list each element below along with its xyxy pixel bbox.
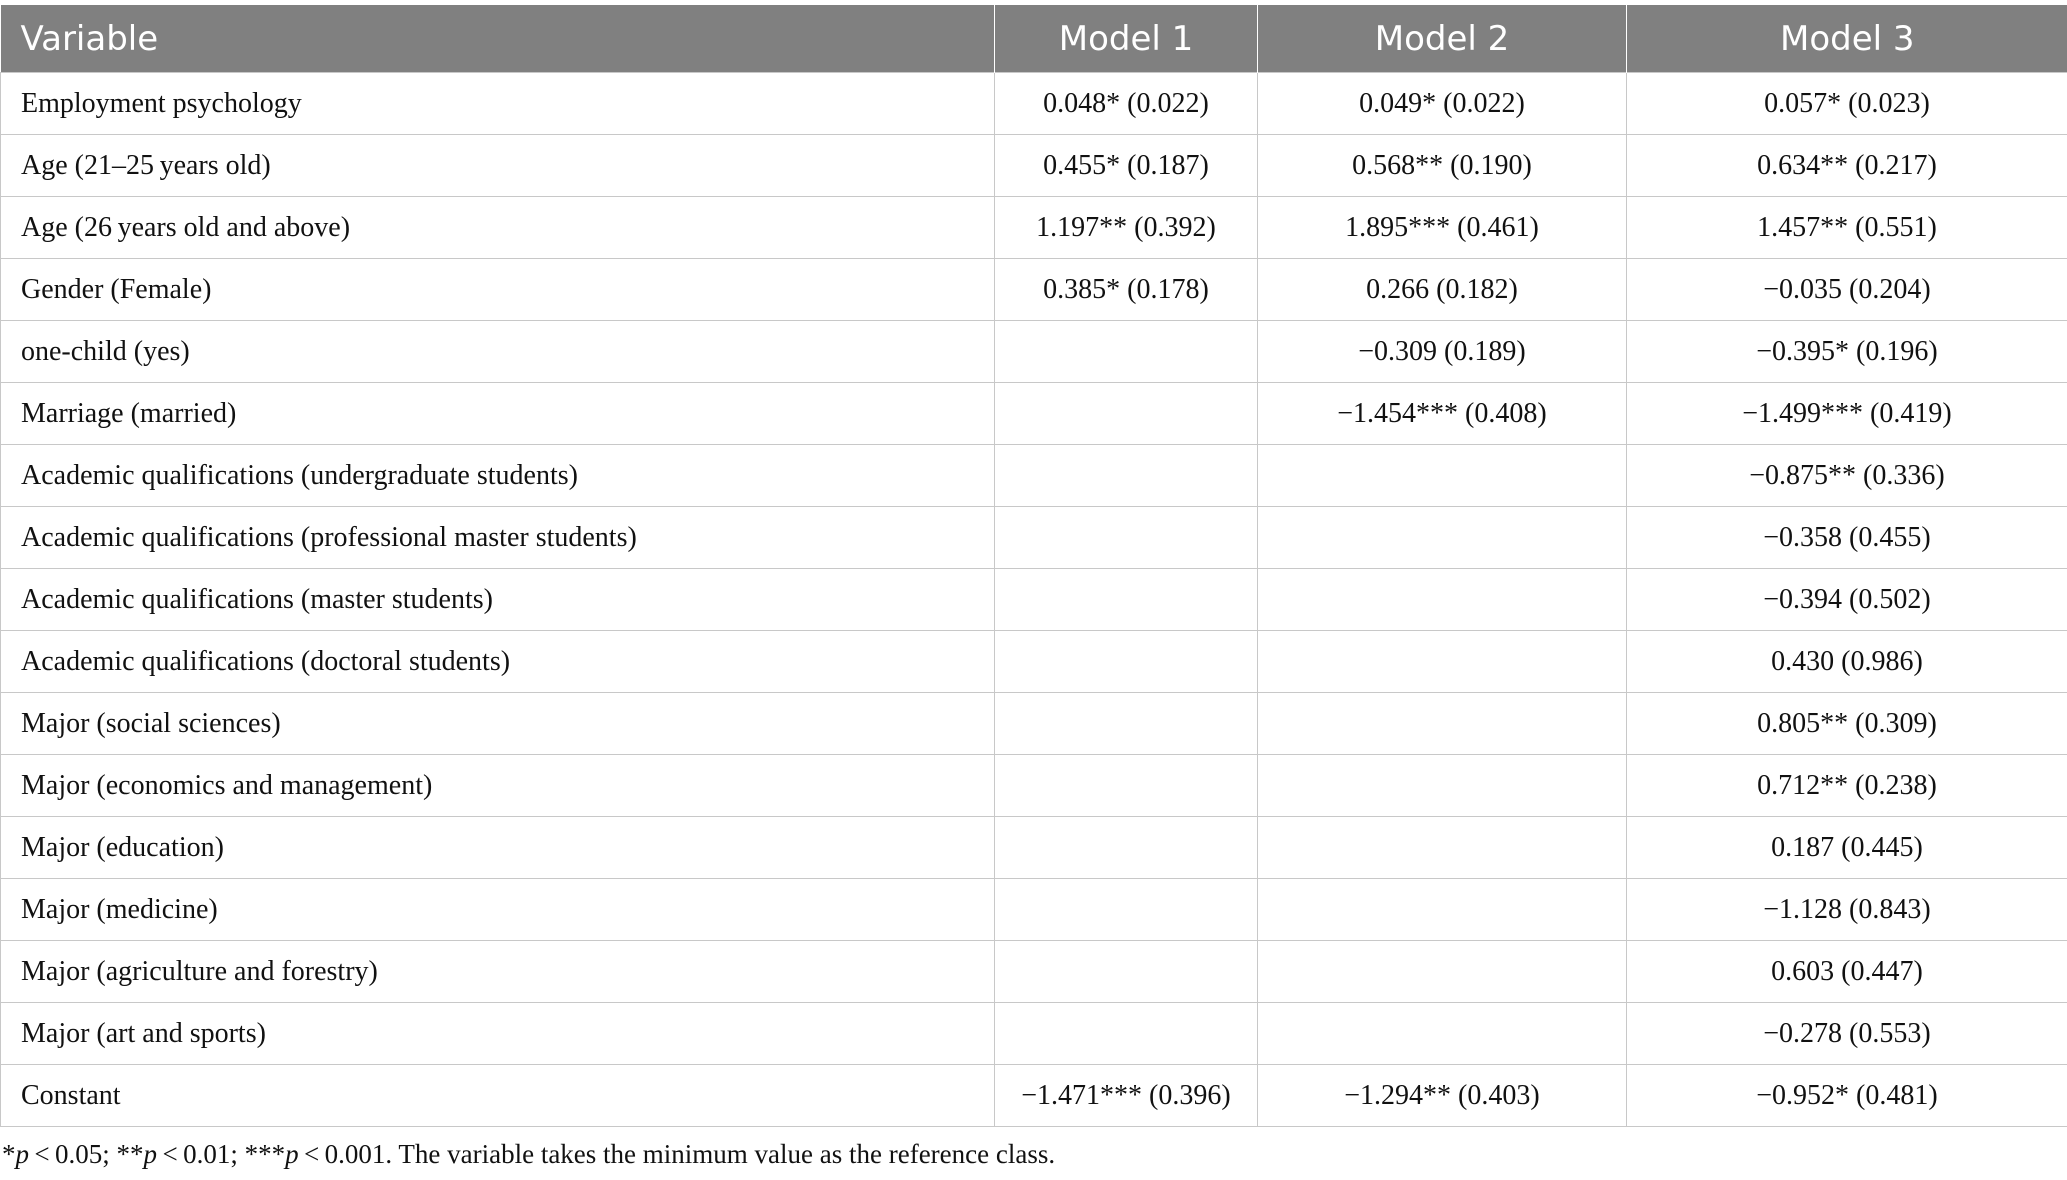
model-2-cell <box>1258 1003 1627 1065</box>
table-row <box>1 321 2067 383</box>
table-row <box>1 693 2067 755</box>
model-3-cell: −1.499*** (0.419) <box>1627 383 2067 445</box>
model-3-cell: 0.430 (0.986) <box>1627 631 2067 693</box>
model-3-cell: 0.712** (0.238) <box>1627 755 2067 817</box>
header-model-1: Model 1 <box>995 5 1258 73</box>
table-row <box>1 879 2067 941</box>
model-2-cell <box>1258 941 1627 1003</box>
variable-cell: Major (agriculture and forestry) <box>1 941 995 1003</box>
model-3-cell: 0.187 (0.445) <box>1627 817 2067 879</box>
model-2-cell <box>1258 817 1627 879</box>
model-3-cell: −0.035 (0.204) <box>1627 259 2067 321</box>
model-1-cell: 1.197** (0.392) <box>995 197 1258 259</box>
model-3-cell: −0.394 (0.502) <box>1627 569 2067 631</box>
model-1-cell: 0.048* (0.022) <box>995 73 1258 135</box>
table-row <box>1 941 2067 1003</box>
model-3-cell: −1.128 (0.843) <box>1627 879 2067 941</box>
variable-cell: Major (art and sports) <box>1 1003 995 1065</box>
model-1-cell <box>995 879 1258 941</box>
model-2-cell <box>1258 507 1627 569</box>
variable-cell: Academic qualifications (undergraduate students) <box>1 445 995 507</box>
table-row <box>1 259 2067 321</box>
model-2-cell <box>1258 569 1627 631</box>
model-3-cell: 0.603 (0.447) <box>1627 941 2067 1003</box>
variable-cell: Gender (Female) <box>1 259 995 321</box>
model-3-cell: 0.805** (0.309) <box>1627 693 2067 755</box>
model-1-cell <box>995 321 1258 383</box>
model-1-cell: −1.471*** (0.396) <box>995 1065 1258 1127</box>
footnote-text: < 0.05; ** <box>29 1139 144 1169</box>
model-1-cell: 0.455* (0.187) <box>995 135 1258 197</box>
table-row <box>1 631 2067 693</box>
model-1-cell <box>995 507 1258 569</box>
header-model-3: Model 3 <box>1627 5 2067 73</box>
header-row <box>1 5 2067 73</box>
model-3-cell: −0.395* (0.196) <box>1627 321 2067 383</box>
table-footnote: *p < 0.05; **p < 0.01; ***p < 0.001. The variable takes the minimum value as the reference class. <box>2 1139 1056 1169</box>
model-2-cell: −0.309 (0.189) <box>1258 321 1627 383</box>
model-1-cell <box>995 383 1258 445</box>
header-variable: Variable <box>1 5 995 73</box>
model-1-cell <box>995 445 1258 507</box>
variable-cell: one-child (yes) <box>1 321 995 383</box>
model-1-cell <box>995 569 1258 631</box>
variable-cell: Academic qualifications (master students) <box>1 569 995 631</box>
variable-cell: Age (26 years old and above) <box>1 197 995 259</box>
table-body <box>1 73 2067 1127</box>
model-2-cell: −1.294** (0.403) <box>1258 1065 1627 1127</box>
model-1-cell <box>995 755 1258 817</box>
table-row <box>1 197 2067 259</box>
model-2-cell <box>1258 445 1627 507</box>
variable-cell: Major (medicine) <box>1 879 995 941</box>
model-2-cell: 0.266 (0.182) <box>1258 259 1627 321</box>
header-model-2: Model 2 <box>1258 5 1627 73</box>
model-1-cell <box>995 1003 1258 1065</box>
table-row <box>1 135 2067 197</box>
table-header <box>1 5 2067 73</box>
p-symbol: p <box>285 1139 299 1169</box>
model-2-cell <box>1258 631 1627 693</box>
model-3-cell: −0.952* (0.481) <box>1627 1065 2067 1127</box>
variable-cell: Major (economics and management) <box>1 755 995 817</box>
table-row <box>1 1065 2067 1127</box>
model-3-cell: 0.057* (0.023) <box>1627 73 2067 135</box>
p-symbol: p <box>15 1139 29 1169</box>
table-row <box>1 507 2067 569</box>
model-3-cell: −0.358 (0.455) <box>1627 507 2067 569</box>
model-2-cell: −1.454*** (0.408) <box>1258 383 1627 445</box>
table-row <box>1 569 2067 631</box>
footnote-text: < 0.01; *** <box>157 1139 286 1169</box>
regression-table <box>0 5 2067 1127</box>
model-2-cell: 0.568** (0.190) <box>1258 135 1627 197</box>
variable-cell: Academic qualifications (professional master students) <box>1 507 995 569</box>
variable-cell: Major (education) <box>1 817 995 879</box>
footnote-text: < 0.001. The variable takes the minimum value as the reference class. <box>298 1139 1056 1169</box>
p-symbol: p <box>143 1139 158 1169</box>
model-3-cell: −0.278 (0.553) <box>1627 1003 2067 1065</box>
table-row <box>1 1003 2067 1065</box>
model-1-cell <box>995 941 1258 1003</box>
table-row <box>1 445 2067 507</box>
table-row <box>1 383 2067 445</box>
variable-cell: Academic qualifications (doctoral students) <box>1 631 995 693</box>
model-2-cell <box>1258 879 1627 941</box>
model-2-cell <box>1258 693 1627 755</box>
model-1-cell <box>995 817 1258 879</box>
table-row <box>1 73 2067 135</box>
model-3-cell: −0.875** (0.336) <box>1627 445 2067 507</box>
table-row <box>1 817 2067 879</box>
model-2-cell <box>1258 755 1627 817</box>
model-1-cell: 0.385* (0.178) <box>995 259 1258 321</box>
model-2-cell: 0.049* (0.022) <box>1258 73 1627 135</box>
variable-cell: Age (21–25 years old) <box>1 135 995 197</box>
variable-cell: Employment psychology <box>1 73 995 135</box>
variable-cell: Major (social sciences) <box>1 693 995 755</box>
model-1-cell <box>995 693 1258 755</box>
model-2-cell: 1.895*** (0.461) <box>1258 197 1627 259</box>
variable-cell: Marriage (married) <box>1 383 995 445</box>
model-1-cell <box>995 631 1258 693</box>
variable-cell: Constant <box>1 1065 995 1127</box>
model-3-cell: 0.634** (0.217) <box>1627 135 2067 197</box>
table-row <box>1 755 2067 817</box>
model-3-cell: 1.457** (0.551) <box>1627 197 2067 259</box>
